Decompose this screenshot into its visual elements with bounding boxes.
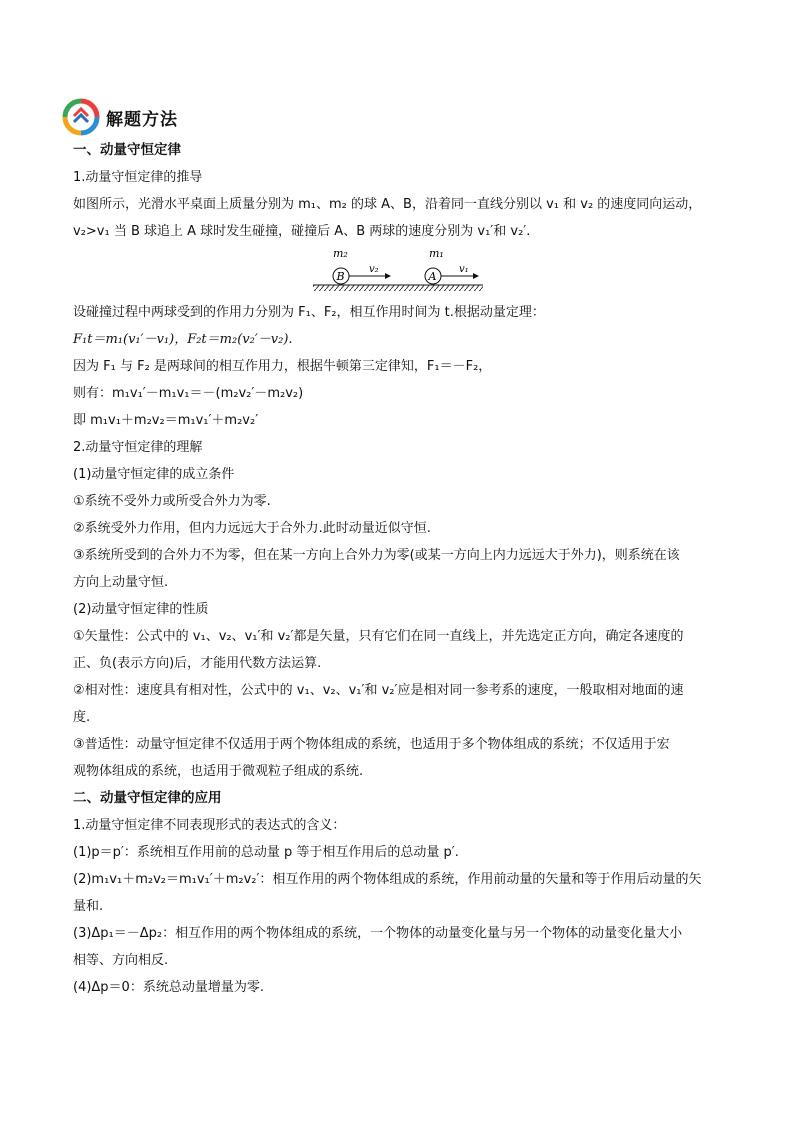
mass-b-label: m₂	[333, 247, 348, 260]
form-3b: 相等、方向相反.	[73, 953, 169, 968]
form-2b: 量和.	[73, 899, 104, 914]
condition-3b: 方向上动量守恒.	[73, 575, 169, 590]
equation-1: F₁t＝m₁(v₁′－v₁)，F₂t＝m₂(v₂′－v₂).	[73, 332, 293, 347]
section-2-title: 二、动量守恒定律的应用	[73, 790, 222, 806]
equation-3: 即 m₁v₁＋m₂v₂＝m₁v₁′＋m₂v₂′	[73, 413, 259, 428]
paragraph-2: 设碰撞过程中两球受到的作用力分别为 F₁、F₂，相互作用时间为 t.根据动量定理：	[73, 305, 545, 320]
property-2a: ②相对性：速度具有相对性，公式中的 v₁、v₂、v₁′和 v₂′应是相对同一参考系的速度，一般取相对地面的速	[73, 683, 684, 698]
method-logo-icon	[62, 98, 100, 136]
table-hatching	[313, 285, 483, 291]
condition-2: ②系统受外力作用，但内力远远大于合外力.此时动量近似守恒.	[73, 521, 431, 536]
paragraph-3: 因为 F₁ 与 F₂ 是两球间的相互作用力，根据牛顿第三定律知，F₁＝－F₂，	[73, 359, 492, 374]
property-2b: 度.	[73, 710, 91, 725]
form-1: (1)p＝p′：系统相互作用前的总动量 p 等于相互作用后的总动量 p′.	[73, 845, 459, 860]
content	[73, 137, 723, 1001]
mass-a-label: m₁	[429, 247, 444, 260]
ball-b-label: B	[336, 270, 345, 283]
property-1b: 正、负(表示方向)后，才能用代数方法运算.	[73, 656, 322, 671]
paragraph-1b: v₂>v₁ 当 B 球追上 A 球时发生碰撞，碰撞后 A、B 两球的速度分别为 v₁′和 v₂′.	[73, 224, 531, 239]
form-4: (4)Δp＝0：系统总动量增量为零.	[73, 980, 264, 995]
property-1a: ①矢量性：公式中的 v₁、v₂、v₁′和 v₂′都是矢量，只有它们在同一直线上，并先选定正方向，确定各速度的	[73, 629, 684, 644]
collision-figure	[73, 245, 723, 299]
section-header	[62, 98, 178, 136]
condition-3a: ③系统所受到的合外力不为零，但在某一方向上合外力为零(或某一方向上内力远远大于外力)，则系统在该	[73, 548, 680, 563]
velocity-b-label: v₂	[369, 264, 379, 275]
ball-a-label: A	[428, 270, 437, 283]
header-title: 解题方法	[106, 109, 178, 130]
property-3a: ③普适性：动量守恒定律不仅适用于两个物体组成的系统，也适用于多个物体组成的系统；不仅适用于宏	[73, 737, 670, 752]
velocity-a-label: v₁	[459, 264, 469, 275]
subheading-derivation: 1.动量守恒定律的推导	[73, 170, 203, 185]
section-1-title: 一、动量守恒定律	[73, 142, 181, 158]
condition-1: ①系统不受外力或所受合外力为零.	[73, 494, 271, 509]
equation-2: 则有：m₁v₁′－m₁v₁＝－(m₂v₂′－m₂v₂)	[73, 386, 304, 401]
subheading-understanding: 2.动量守恒定律的理解	[73, 440, 203, 455]
properties-title: (2)动量守恒定律的性质	[73, 602, 209, 617]
conditions-title: (1)动量守恒定律的成立条件	[73, 467, 235, 482]
form-3a: (3)Δp₁＝－Δp₂：相互作用的两个物体组成的系统，一个物体的动量变化量与另一个物体的动量变化量大小	[73, 926, 683, 941]
property-3b: 观物体组成的系统，也适用于微观粒子组成的系统.	[73, 764, 364, 779]
subheading-forms: 1.动量守恒定律不同表现形式的表达式的含义：	[73, 818, 346, 833]
paragraph-1: 如图所示，光滑水平桌面上质量分别为 m₁、m₂ 的球 A、B，沿着同一直线分别以 v₁ 和 v₂ 的速度同向运动，	[73, 197, 702, 212]
form-2a: (2)m₁v₁＋m₂v₂＝m₁v₁′＋m₂v₂′：相互作用的两个物体组成的系统，作用前动量的矢量和等于作用后动量的矢	[73, 872, 702, 887]
